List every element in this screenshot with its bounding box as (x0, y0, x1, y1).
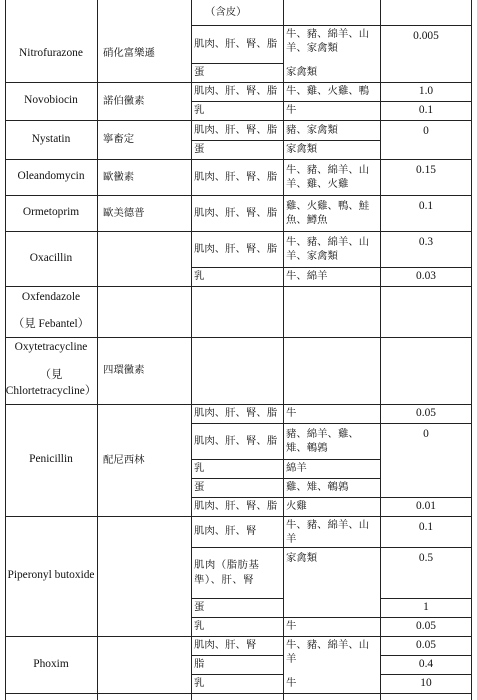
drug-note: （見 Febantel） (12, 318, 90, 331)
drug-chinese-name: 寧畜定 (103, 133, 135, 146)
tissue-cell: 肌肉、肝、腎、脂 (194, 37, 278, 50)
tissue-cell: 蛋 (194, 66, 205, 79)
species-cell: 牛 (286, 677, 297, 690)
species-cell: 牛、豬、綿羊、山羊、雞、火雞 (286, 163, 370, 190)
species-cell: 雞、火雞、鴨、鮭魚、鱒魚 (286, 199, 370, 226)
species-cell: 牛、豬、綿羊、山羊 (286, 639, 370, 666)
species-cell: 牛 (286, 104, 297, 117)
tissue-cell: 肌肉、肝、腎、脂 (194, 85, 278, 98)
tissue-cell: （含皮） (205, 6, 247, 19)
tissue-cell: 肌肉、肝、腎 (194, 639, 257, 652)
mrl-value: 0.1 (418, 521, 434, 533)
tissue-cell: 乳 (194, 104, 205, 117)
drug-chinese-name: 歐黴素 (103, 170, 135, 183)
tissue-cell: 蛋 (194, 481, 205, 494)
species-cell: 牛、豬、綿羊、山羊 (286, 519, 370, 546)
mrl-value: 0.15 (416, 164, 436, 176)
species-cell: 豬、綿羊、雞、雉、鵪鶉 (286, 427, 359, 454)
species-cell: 豬、家禽類 (286, 123, 338, 136)
mrl-value: 0.01 (416, 499, 436, 512)
tissue-cell: 肌肉、肝、腎、脂 (194, 206, 278, 219)
drug-name: Nystatin (31, 132, 71, 145)
species-cell: 牛、豬、綿羊、山羊、家禽類 (286, 235, 370, 262)
drug-note: （見 Chlortetracycline） (5, 369, 97, 397)
species-cell: 家禽類 (286, 552, 318, 564)
species-cell: 牛、綿羊 (286, 270, 328, 283)
mrl-value: 0 (423, 428, 429, 440)
mrl-value: 10 (420, 676, 432, 689)
tissue-cell: 肌肉、肝、腎 (194, 525, 257, 538)
drug-name: Oxytetracycline (14, 341, 88, 354)
drug-name: Oxfendazole (21, 291, 81, 304)
drug-name: Ormetoprim (22, 206, 80, 219)
mrl-value: 0.1 (418, 103, 434, 116)
species-cell: 家禽類 (286, 143, 318, 156)
drug-chinese-name: 諾伯黴素 (103, 94, 145, 107)
drug-name: Piperonyl butoxide (7, 569, 95, 582)
tissue-cell: 肌肉、肝、腎、脂 (194, 170, 278, 183)
mrl-value: 1 (423, 600, 429, 613)
mrl-table (5, 0, 472, 700)
mrl-value: 0.3 (418, 236, 434, 248)
tissue-cell: 肌肉、肝、腎、脂 (194, 434, 278, 447)
species-cell: 牛 (286, 620, 297, 633)
drug-name: Novobiocin (24, 94, 78, 107)
tissue-cell: 乳 (194, 620, 205, 633)
tissue-cell: 肌肉、肝、腎、脂 (194, 123, 278, 136)
tissue-cell: 肌肉、肝、腎、脂 (194, 407, 278, 420)
tissue-cell: 肌肉、肝、腎、脂 (194, 242, 278, 255)
species-cell: 牛、豬、綿羊、山羊、家禽類 (286, 28, 370, 55)
mrl-value: 0.4 (418, 657, 434, 670)
tissue-cell: 肌肉（脂肪基準）、肝、腎 (194, 559, 260, 586)
mrl-value: 0.05 (416, 638, 436, 651)
tissue-cell: 乳 (194, 462, 205, 475)
mrl-value: 1.0 (418, 84, 434, 97)
tissue-cell: 肌肉、肝、腎、脂 (194, 500, 278, 513)
drug-chinese-name: 四環黴素 (103, 364, 145, 377)
tissue-cell: 蛋 (194, 601, 205, 614)
species-cell: 火雞 (286, 500, 307, 513)
mrl-value: 0 (423, 125, 429, 137)
species-cell: 綿羊 (286, 462, 307, 475)
species-cell: 雞、雉、鵪鶉 (286, 481, 349, 494)
mrl-value: 0.05 (416, 619, 436, 632)
drug-name: Penicillin (29, 453, 73, 466)
drug-chinese-name: 硝化富樂遜 (103, 47, 155, 60)
mrl-value: 0.03 (416, 269, 436, 282)
drug-name: Phoxim (33, 657, 69, 670)
drug-chinese-name: 配尼西林 (103, 453, 145, 466)
species-cell: 家禽類 (286, 66, 318, 79)
drug-chinese-name: 歐美德普 (103, 206, 145, 219)
tissue-cell: 蛋 (194, 143, 205, 156)
species-cell: 牛 (286, 407, 297, 420)
mrl-value: 0.05 (416, 406, 436, 419)
tissue-cell: 脂 (194, 658, 205, 671)
mrl-value: 0.1 (418, 200, 434, 212)
drug-name: Oleandomycin (17, 170, 85, 183)
species-cell: 牛、雞、火雞、鴨 (286, 85, 370, 98)
tissue-cell: 乳 (194, 677, 205, 690)
drug-name: Nitrofurazone (19, 46, 83, 59)
mrl-value: 0.5 (418, 552, 434, 564)
drug-name: Oxacillin (29, 251, 73, 264)
mrl-value: 0.005 (413, 30, 439, 42)
tissue-cell: 乳 (194, 270, 205, 283)
